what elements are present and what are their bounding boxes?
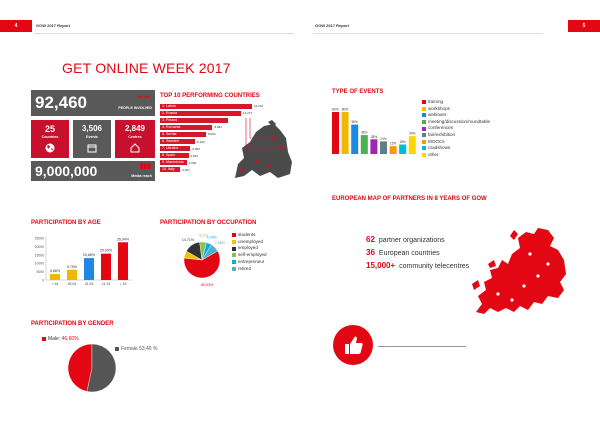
europe-stat-label: European countries: [378, 250, 440, 257]
top10-row: [160, 153, 198, 159]
occupation-legend-item: [232, 232, 267, 239]
top10-bar: 9. Macedonia: [160, 160, 187, 165]
top10-value: 4,500: [188, 160, 197, 165]
legend-label: meeting/discussion/roundtable: [428, 118, 491, 124]
occupation-legend-item: [232, 259, 267, 266]
countries-tile: [31, 120, 69, 158]
legend-label: students: [238, 232, 256, 237]
europe-stat: [366, 260, 469, 273]
legend-swatch: [422, 100, 426, 104]
top10-row: [160, 139, 204, 145]
countries-label: Countries: [41, 135, 59, 139]
events-legend-item: [422, 152, 490, 159]
legend-swatch: [232, 240, 236, 244]
centres-value: 2,849: [124, 124, 146, 133]
legend-label: self-employed: [238, 252, 267, 258]
male-label: Male: [48, 336, 59, 342]
right-header-divider: [313, 33, 543, 34]
centres-tile: [115, 120, 155, 158]
thumbs-up-badge: [333, 325, 373, 365]
media-reach-value: 9,000,000: [35, 163, 98, 179]
europe-stat-value: 15,000+: [366, 261, 396, 270]
legend-swatch: [232, 247, 236, 251]
legend-label: workshops: [428, 105, 450, 111]
top10-row: [160, 160, 196, 166]
right-page-number: 5: [568, 20, 600, 32]
age-ytick: 10000: [34, 261, 44, 266]
top10-bar: 10. Italy: [160, 167, 180, 172]
people-icon: ꕀꕀ: [136, 92, 151, 101]
age-bar: [50, 274, 60, 280]
occupation-value-label: 60,03%: [201, 282, 214, 287]
europe-stat-label: community telecentres: [399, 263, 470, 270]
events-tile: [73, 120, 111, 158]
legend-label: entrepreneur: [238, 258, 265, 264]
age-value-label: 35,94%: [116, 237, 130, 242]
europe-stats: [366, 234, 469, 273]
countries-value: 25: [44, 124, 55, 134]
top10-map: [230, 118, 295, 182]
age-chart: [30, 228, 135, 290]
top10-row: [160, 117, 239, 123]
legend-swatch: [232, 267, 236, 271]
media-reach-tile: [31, 161, 155, 181]
events-value-label: 56%: [351, 120, 358, 125]
events-legend-item: [422, 99, 490, 106]
events-type-heading: TYPE OF EVENTS: [332, 89, 384, 95]
events-value-label: 34%: [409, 131, 416, 136]
legend-swatch: [422, 133, 426, 137]
right-running-head: GOW 2017 Report: [315, 23, 350, 28]
left-running-head: GOW 2017 Report: [36, 23, 71, 28]
top10-value: 6,120: [196, 139, 205, 144]
age-category-label: 24-34: [101, 282, 111, 286]
occupation-pie: [160, 228, 232, 290]
age-bar: [67, 270, 77, 280]
events-bar: [370, 139, 377, 154]
age-bar: [84, 258, 94, 280]
media-reach-label: Media reach: [131, 174, 152, 178]
thumbs-up-icon: [333, 325, 373, 365]
occupation-value-label: 6,1%: [199, 233, 208, 238]
legend-swatch: [422, 153, 426, 157]
globe-icon: [45, 143, 55, 153]
age-category-label: 34-55: [84, 282, 94, 286]
legend-swatch: [422, 140, 426, 144]
left-page-number: 4: [0, 20, 32, 32]
female-value: 53,40 %: [139, 346, 158, 352]
thumbs-divider: [378, 346, 466, 347]
age-value-label: 20,86%: [82, 253, 96, 258]
media-icon: ▮▮▮: [139, 163, 151, 170]
gender-pie: [64, 340, 120, 396]
events-value-label: 36%: [361, 130, 368, 135]
top10-value: 8,000: [208, 132, 216, 137]
top10-bar: 3. Poland: [160, 118, 228, 123]
age-heading: PARTICIPATION BY AGE: [31, 220, 101, 226]
age-value-label: 5,66%: [49, 269, 61, 274]
events-legend-item: [422, 145, 490, 152]
legend-label: retired: [238, 265, 252, 271]
occupation-legend-item: [232, 252, 267, 259]
events-bar: [380, 141, 387, 154]
female-label: Female: [121, 346, 138, 352]
events-value-label: 18%: [399, 140, 406, 145]
centres-label: Centres: [128, 135, 142, 139]
events-value-label: 80%: [341, 107, 349, 112]
occupation-value-label: 7,88%: [214, 241, 226, 246]
top10-row: [160, 103, 263, 109]
top10-bar: 2. Russia: [160, 111, 241, 116]
events-bar: [351, 125, 358, 154]
age-ytick: 15000: [34, 253, 44, 258]
top10-heading: TOP 10 PERFORMING COUNTRIES: [160, 93, 260, 99]
age-value-label: 9,75%: [66, 264, 78, 269]
top10-bar: 5. Serbia: [160, 132, 206, 137]
europe-stat-value: 36: [366, 248, 375, 257]
top10-value: 16,251: [254, 104, 264, 108]
legend-swatch: [422, 113, 426, 117]
gender-heading: PARTICIPATION BY GENDER: [31, 321, 114, 327]
top10-value: 5,000: [192, 146, 200, 151]
events-bar: [409, 136, 416, 154]
legend-swatch: [232, 260, 236, 264]
events-legend-item: [422, 125, 490, 132]
top10-value: 8,981: [214, 125, 222, 130]
legend-label: conferences: [428, 125, 454, 131]
europe-stat-label: partner organizations: [378, 237, 445, 244]
events-label: Events: [86, 135, 98, 139]
top10-bar: 1. Latvia: [160, 104, 252, 109]
occupation-value-label: 14,71%: [181, 237, 195, 242]
people-involved-label: PEOPLE INVOLVED: [118, 106, 152, 110]
legend-swatch: [232, 253, 236, 257]
events-legend-item: [422, 119, 490, 126]
europe-stat: [366, 247, 469, 260]
legend-label: roadshows: [428, 145, 451, 151]
legend-swatch: [232, 233, 236, 237]
age-category-label: 55-64: [67, 282, 77, 286]
events-type-legend: [422, 99, 490, 158]
people-involved-tile: [31, 90, 155, 116]
top10-row: [160, 131, 216, 137]
top10-bar: 8. Spain: [160, 153, 189, 158]
male-legend: Male : 46,60%: [42, 336, 79, 342]
events-legend-item: [422, 112, 490, 119]
house-icon: [130, 143, 140, 153]
age-value-label: 25,09%: [99, 248, 113, 253]
events-type-chart: [330, 100, 420, 160]
top10-row: [160, 167, 190, 173]
age-category-label: > 64: [51, 282, 59, 286]
events-bar: [342, 112, 349, 154]
events-legend-item: [422, 106, 490, 113]
events-bar: [390, 146, 397, 154]
events-value-label: 15%: [389, 141, 397, 146]
left-header-divider: [34, 33, 294, 34]
top10-value: 14,271: [242, 111, 253, 116]
europe-stat: [366, 234, 469, 247]
europe-map: [468, 224, 573, 316]
europe-map-heading: EUROPEAN MAP OF PARTNERS IN 8 YEARS OF GOW: [332, 196, 487, 202]
people-involved-value: 92,460: [35, 93, 87, 112]
legend-swatch: [422, 107, 426, 111]
occupation-legend: [232, 232, 267, 272]
top10-row: [160, 146, 200, 152]
age-bar: [101, 254, 111, 280]
age-bar: [118, 242, 128, 280]
age-category-label: < 18: [119, 282, 127, 286]
events-legend-item: [422, 139, 490, 146]
top10-value: 3,261: [182, 167, 190, 172]
legend-label: fair/exhibition: [428, 131, 456, 137]
occupation-value-label: 4,78%: [206, 235, 217, 240]
legend-label: unemployed: [238, 238, 264, 244]
legend-swatch: [422, 120, 426, 124]
age-ytick: 0: [42, 278, 44, 283]
legend-swatch: [422, 127, 426, 131]
events-value-label: 80%: [332, 107, 339, 112]
top10-bar: 4. Romania: [160, 125, 212, 130]
legend-label: webinars: [428, 112, 447, 118]
calendar-icon: [87, 143, 97, 153]
legend-label: MOOCs: [428, 138, 445, 144]
top10-bar: 7. Ukraine: [160, 146, 190, 151]
events-value-label: 28%: [370, 134, 378, 139]
occupation-heading: PARTICIPATION BY OCCUPATION: [160, 220, 257, 226]
page-title: GET ONLINE WEEK 2017: [62, 60, 231, 76]
top10-row: [160, 110, 252, 116]
events-bar: [361, 135, 368, 154]
europe-stat-value: 62: [366, 235, 375, 244]
events-value: 3,506: [81, 124, 103, 133]
occupation-legend-item: [232, 245, 267, 252]
age-ytick: 25000: [34, 236, 44, 241]
events-bar: [332, 112, 339, 154]
legend-label: other: [428, 151, 439, 157]
events-legend-item: [422, 132, 490, 139]
top10-value: 4,823: [190, 153, 199, 158]
occupation-legend-item: [232, 239, 267, 246]
age-ytick: 5000: [36, 270, 44, 275]
occupation-legend-item: [232, 266, 267, 273]
female-legend: [115, 346, 157, 352]
top10-bar: 6. Sweden: [160, 139, 195, 144]
events-bar: [399, 145, 406, 154]
legend-swatch: [422, 146, 426, 150]
male-value: 46,60%: [61, 336, 79, 342]
legend-label: training: [428, 99, 444, 104]
age-ytick: 20000: [34, 244, 44, 249]
events-value-label: 24%: [380, 136, 387, 141]
legend-label: employed: [238, 245, 258, 251]
top10-row: [160, 124, 222, 130]
